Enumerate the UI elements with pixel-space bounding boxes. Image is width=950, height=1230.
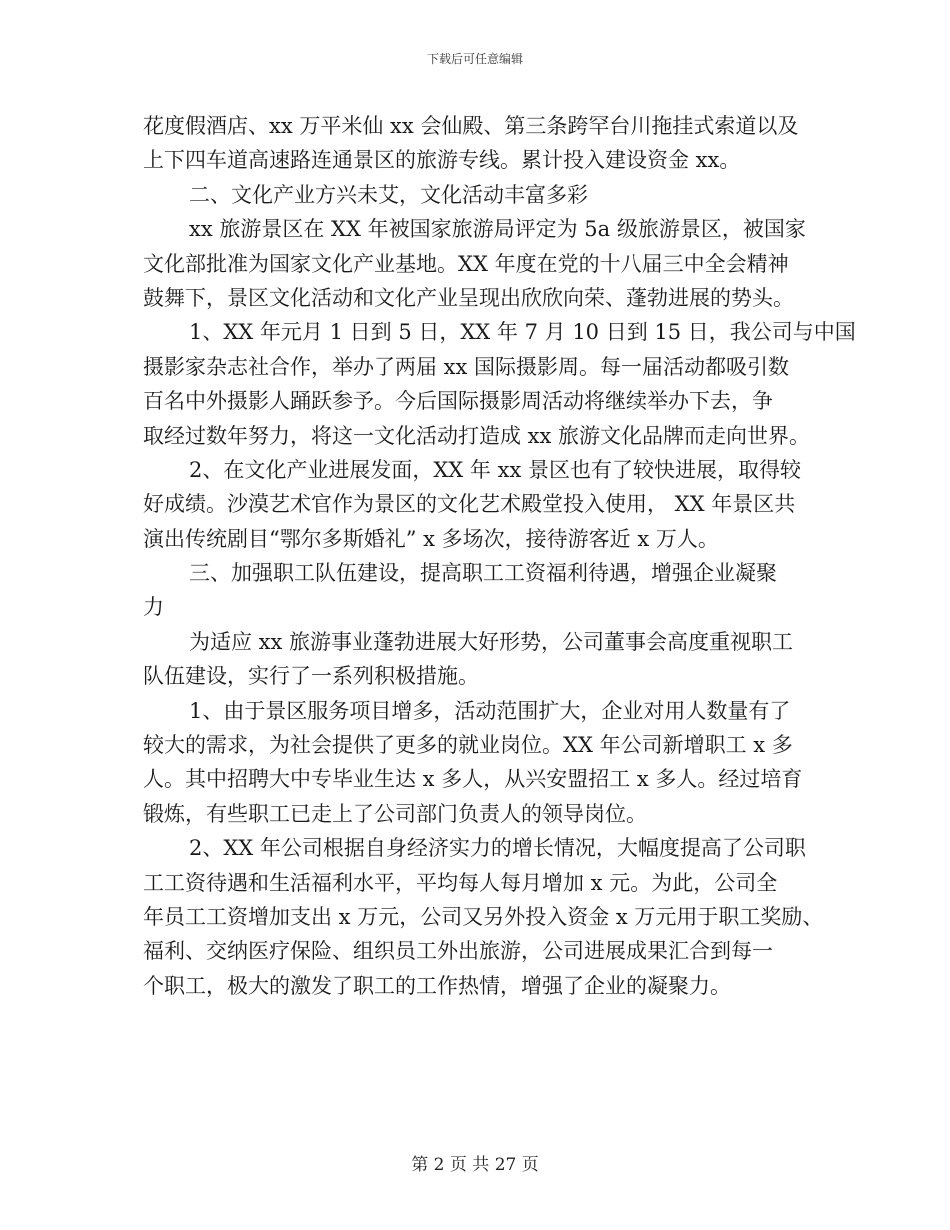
page-number: 第 2 页 共 27 页: [411, 1155, 539, 1175]
section-heading-continuation: 力: [143, 595, 164, 620]
text-line: 摄影家杂志社合作，举办了两届 xx 国际摄影周。每一届活动都吸引数: [143, 354, 790, 379]
text-line: 百名中外摄影人踊跃参予。今后国际摄影周活动将继续举办下去，争: [143, 389, 773, 414]
text-line: 文化部批准为国家文化产业基地。XX 年度在党的十八届三中全会精神: [143, 251, 789, 276]
text-line: 人。其中招聘大中专毕业生达 x 多人，从兴安盟招工 x 多人。经过培育: [143, 767, 803, 792]
text-line: 上下四车道高速路连通景区的旅游专线。累计投入建设资金 xx。: [143, 148, 741, 173]
text-line: 工工资待遇和生活福利水平，平均每人每月增加 x 元。为此，公司全: [143, 870, 778, 895]
text-line: 2、XX 年公司根据自身经济实力的增长情况，大幅度提高了公司职: [189, 836, 806, 861]
text-line: 取经过数年努力，将这一文化活动打造成 xx 旅游文化品牌而走向世界。: [143, 423, 811, 448]
section-heading: 三、加强职工队伍建设，提高职工工资福利待遇，增强企业凝聚: [189, 561, 777, 586]
text-line: 较大的需求，为社会提供了更多的就业岗位。XX 年公司新增职工 x 多: [143, 733, 793, 758]
text-line: 2、在文化产业进展发面，XX 年 xx 景区也有了较快进展，取得较: [189, 457, 801, 482]
text-line: 福利、交纳医疗保险、组织员工外出旅游，公司进展成果汇合到每一: [143, 939, 773, 964]
text-line: 锻炼，有些职工已走上了公司部门负责人的领导岗位。: [143, 801, 647, 826]
text-line: 为适应 xx 旅游事业蓬勃进展大好形势，公司董事会高度重视职工: [189, 629, 794, 654]
text-line: 个职工，极大的激发了职工的工作热情，增强了企业的凝聚力。: [143, 973, 731, 998]
text-line: 队伍建设，实行了一系列积极措施。: [143, 664, 479, 689]
text-line: 花度假酒店、xx 万平米仙 xx 会仙殿、第三条跨罕台川拖挂式索道以及: [143, 114, 799, 138]
text-line: 好成绩。沙漠艺术官作为景区的文化艺术殿堂投入使用， XX 年景区共: [143, 492, 796, 517]
text-line: 鼓舞下，景区文化活动和文化产业呈现出欣欣向荣、蓬勃进展的势头。: [143, 285, 794, 310]
text-line: xx 旅游景区在 XX 年被国家旅游局评定为 5a 级旅游景区，被国家: [189, 217, 806, 242]
text-line: 1、XX 年元月 1 日到 5 日，XX 年 7 月 10 日到 15 日，我公司与中国: [189, 320, 856, 345]
text-line: 年员工工资增加支出 x 万元，公司又另外投入资金 x 万元用于职工奖励、: [143, 904, 824, 929]
text-line: 演出传统剧目“鄂尔多斯婚礼” x 多场次，接待游客近 x 万人。: [143, 526, 719, 551]
section-heading: 二、文化产业方兴未艾，文化活动丰富多彩: [189, 182, 588, 207]
page-header: 下载后可任意编辑: [426, 52, 523, 66]
text-line: 1、由于景区服务项目增多，活动范围扩大，企业对用人数量有了: [189, 698, 791, 723]
document-body: [143, 109, 856, 1003]
